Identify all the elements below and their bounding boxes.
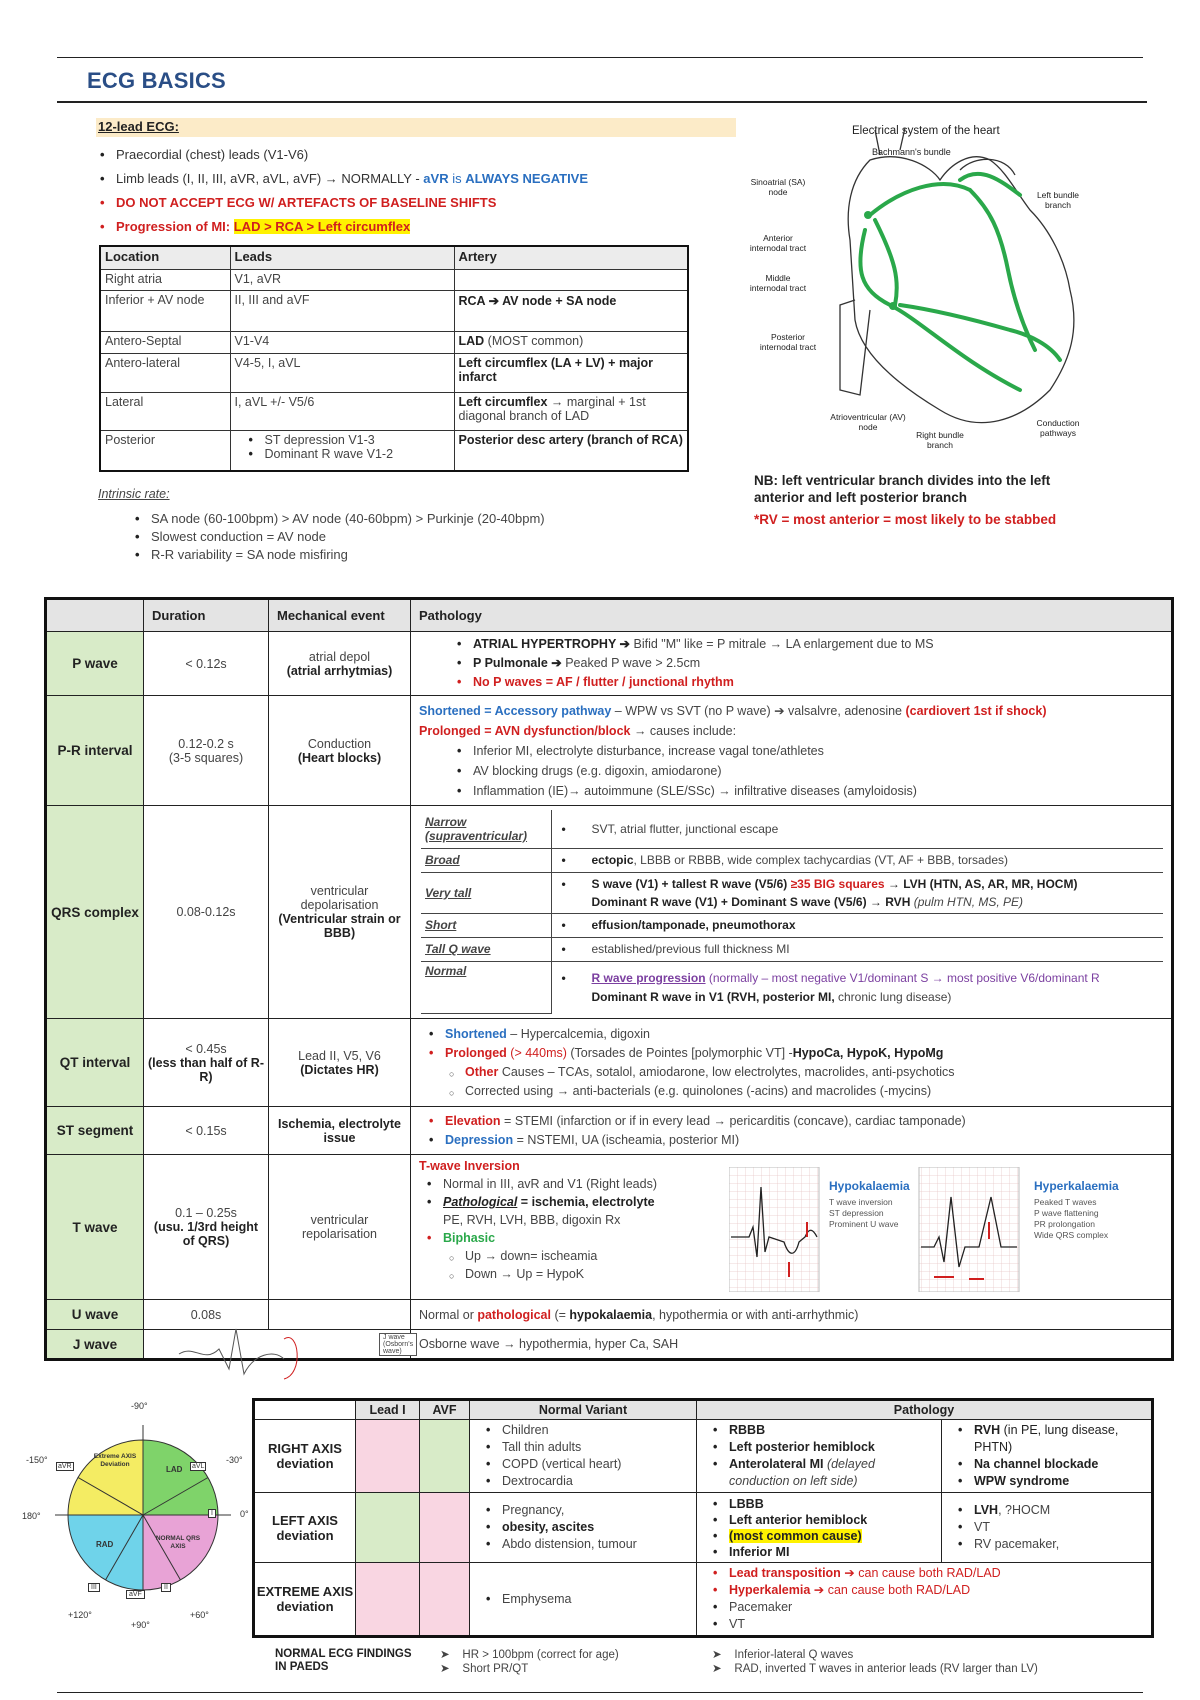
list-item: • Slowest conduction = AV node <box>135 528 545 546</box>
bullet-limb: • Limb leads (I, II, III, aVR, aVL, aVF) → NORMALLY - aVR is ALWAYS NEGATIVE <box>100 167 740 191</box>
axis-label-bl: +120° <box>68 1610 92 1620</box>
table-row: Antero-Septal V1-V4 LAD (MOST common) <box>100 331 688 353</box>
lead-avf: aVF <box>126 1590 145 1599</box>
electrolyte-ecg-figure <box>729 1167 1141 1292</box>
col-avf: AVF <box>420 1400 470 1420</box>
axis-label-bm: +90° <box>131 1620 150 1630</box>
hypokalaemia-title: Hypokalaemia <box>829 1179 910 1193</box>
j-wave-tag: J wave (Osborn's wave) <box>379 1333 417 1356</box>
av-node <box>889 302 897 310</box>
table-row: Right atria V1, aVR <box>100 269 688 290</box>
row-pr-interval: P-R interval 0.12-0.2 s (3-5 squares) Conduction (Heart blocks) Shortened = Accessory pathway – WPW vs SVT (no P wave) ➔ valsalvre, adenosine (cardiovert 1st if shock) Prolonged = AVN dysfunction/block → causes include: • Inferior MI, electrolyte disturbance, increase vagal tone/athletes • AV blocking drugs (e.g. digoxin, amiodarone) • Inflammation (IE)→ autoimmune (SLE/SSc) → infiltrative diseases (amyloidosis) <box>46 696 1173 806</box>
twelve-lead-heading: 12-lead ECG: <box>96 118 736 137</box>
col-mechanical: Mechanical event <box>269 599 411 632</box>
hyperkalaemia-signs: Peaked T waves P wave flattening PR prolongation Wide QRS complex <box>1034 1197 1109 1240</box>
col-lead-i: Lead I <box>356 1400 420 1420</box>
table-row: Posterior • ST depression V1-3 • Dominant R wave V1-2 Posterior desc artery (branch of RCA) <box>100 430 688 471</box>
intrinsic-label: Intrinsic rate: <box>98 487 170 501</box>
row-j-wave: J wave J wave (Osborn's wave) Osborne wave → hypothermia, hyper Ca, SAH <box>46 1330 1173 1360</box>
table-row: Antero-lateral V4-5, I, aVL Left circumflex (LA + LV) + major infarct <box>100 353 688 392</box>
lead-iii: III <box>88 1583 100 1592</box>
row-extreme-axis: EXTREME AXIS deviation • Emphysema • Lead transposition ➔ can cause both RAD/LAD • Hyperkalemia ➔ can cause both RAD/LAD • Pacemaker • VT <box>254 1563 1153 1637</box>
col-location: Location <box>100 246 230 269</box>
sector-lad-label: LAD <box>166 1465 183 1474</box>
axis-label-tl: -150° <box>26 1455 48 1465</box>
col-normal-variant: Normal Variant <box>470 1400 697 1420</box>
paeds-col1: ➤ HR > 100bpm (correct for age) ➤ Short PR/QT <box>440 1649 619 1675</box>
col-artery: Artery <box>454 246 688 269</box>
paeds-title: NORMAL ECG FINDINGS IN PAEDS <box>275 1648 412 1673</box>
row-right-axis: RIGHT AXIS deviation • Children • Tall thin adults • COPD (vertical heart) • Dextrocardia • RBBB • Left posterior hemiblock • Anterolateral MI (delayed conduction on left side) • RVH (in PE, lung disease, PHTN) • Na channel blockade • WPW syndrome <box>254 1420 1153 1493</box>
label-posterior: Posterior internodal tract <box>759 332 817 352</box>
nb-note: NB: left ventricular branch divides into the left anterior and left posterior branch <box>754 473 1051 505</box>
row-st-segment: ST segment < 0.15s Ischemia, electrolyte issue • Elevation = STEMI (infarction or if in every lead → pericarditis (concave), cardiac tamponade) • Depression = NSTEMI, UA (ischeamia, posterior MI) <box>46 1107 1173 1155</box>
sector-lad <box>143 1440 218 1515</box>
artery-table <box>99 245 689 472</box>
sector-normal-label: NORMAL QRS AXIS <box>155 1535 201 1550</box>
paeds-col2: ➤ Inferior-lateral Q waves ➤ RAD, inverted T waves in anterior leads (RV larger than LV) <box>712 1649 1038 1675</box>
axis-label-r: 0° <box>240 1509 249 1519</box>
table-row: Lateral I, aVL +/- V5/6 Left circumflex → marginal + 1st diagonal branch of LAD <box>100 392 688 430</box>
label-left-bundle: Left bundle branch <box>1036 190 1080 210</box>
col-pathology: Pathology <box>411 599 1173 632</box>
label-right-bundle: Right bundle branch <box>916 430 964 450</box>
axis-wheel <box>18 1395 268 1640</box>
table-row: Inferior + AV node II, III and aVF RCA ➔ AV node + SA node <box>100 290 688 331</box>
hyperkalaemia-title: Hyperkalaemia <box>1034 1179 1119 1193</box>
heart-outline <box>840 128 1074 423</box>
heart-title: Electrical system of the heart <box>852 125 1000 137</box>
bullet-praecordial: • Praecordial (chest) leads (V1-V6) <box>100 143 740 167</box>
col-duration: Duration <box>144 599 269 632</box>
rv-note: *RV = most anterior = most likely to be stabbed <box>754 512 1057 527</box>
label-anterior: Anterior internodal tract <box>749 233 807 253</box>
axis-label-top: -90° <box>131 1401 148 1411</box>
axis-label-br: +60° <box>190 1610 209 1620</box>
axis-label-tr: -30° <box>226 1455 243 1465</box>
axis-deviation-table <box>252 1398 1154 1638</box>
label-sa: Sinoatrial (SA) node <box>750 177 806 197</box>
heart-diagram <box>749 120 1110 460</box>
lead-avr: aVR <box>58 1463 72 1470</box>
label-av: Atrioventricular (AV) node <box>830 412 906 432</box>
sector-rad <box>68 1515 143 1590</box>
col-leads: Leads <box>230 246 454 269</box>
label-middle: Middle internodal tract <box>749 273 807 293</box>
label-conduction: Conduction pathways <box>1036 418 1080 438</box>
bullet-progression: • Progression of MI: LAD > RCA > Left circumflex <box>100 215 740 239</box>
sector-extreme-label: Extreme AXIS Deviation <box>93 1453 137 1468</box>
lead-avl: aVL <box>192 1463 205 1470</box>
bullet-artefacts: • DO NOT ACCEPT ECG W/ ARTEFACTS OF BASELINE SHIFTS <box>100 191 740 215</box>
col-pathology: Pathology <box>697 1400 1153 1420</box>
sector-rad-label: RAD <box>96 1540 114 1549</box>
row-t-wave: T wave 0.1 – 0.25s (usu. 1/3rd height of QRS) ventricular repolarisation T-wave Inversion • Normal in III, avR and V1 (Right leads) • Pathological = ischemia, electrolyte PE, RVH, LVH, BBB, digoxin Rx • Biphasic ○ Up → down= ischeamia ○ Down → Up = HypoK Hypokalaemia T wave inversion ST depression Prominent U wave Hyperkalaemia Peaked T waves P wave flattening PR prolongation Wide QRS complex <box>46 1155 1173 1300</box>
row-qrs-complex: QRS complex 0.08-0.12s ventricular depolarisation (Ventricular strain or BBB) Narrow (supraventricular) • SVT, atrial flutter, junctional escape Broad • ectopic, LBBB or RBBB, wide complex tachycardias (VT, AF + BBB, torsades) Very tall • S wave (V1) + tallest R wave (V5/6) ≥35 BIG squares → LVH (HTN, AS, AR, MR, HOCM) Dominant R wave (V1) + Dominant S wave (V5/6) → RVH (pulm HTN, MS, PE) Short • effusion/tamponade, pneumothorax Tall Q wave • established/previous full thickness MI Normal • R wave progression (normally – most negative V1/dominant S → most positive V6/dominant R Dominant R wave in V1 (RVH, posterior MI, chronic lung disease) <box>46 806 1173 1019</box>
sa-node <box>864 211 872 219</box>
twelve-lead-bullets <box>100 143 740 239</box>
sector-normal <box>143 1515 218 1590</box>
row-left-axis: LEFT AXIS deviation • Pregnancy, • obesity, ascites • Abdo distension, tumour • LBBB • Left anterior hemiblock • (most common cause) • Inferior MI • LVH, ?HOCM • VT • RV pacemaker, <box>254 1493 1153 1563</box>
lead-i: I <box>208 1509 216 1518</box>
list-item: • R-R variability = SA node misfiring <box>135 546 545 564</box>
axis-label-l: 180° <box>22 1511 41 1521</box>
lead-ii: II <box>161 1583 171 1592</box>
row-p-wave: P wave < 0.12s atrial depol (atrial arrhytmias) • ATRIAL HYPERTROPHY ➔ Bifid "M" like = P mitrale → LA enlargement due to MS • P Pulmonale ➔ Peaked P wave > 2.5cm • No P waves = AF / flutter / junctional rhythm <box>46 632 1173 696</box>
hypokalaemia-signs: T wave inversion ST depression Prominent U wave <box>829 1197 899 1229</box>
page-title: ECG BASICS <box>87 68 226 93</box>
row-qt-interval: QT interval < 0.45s (less than half of R-R) Lead II, V5, V6 (Dictates HR) • Shortened – Hypercalcemia, digoxin • Prolonged (> 440ms) (Torsades de Pointes [polymorphic VT] -HypoCa, HypoK, HypoMg ○ Other Causes – TCAs, sotalol, amiodarone, low electrolytes, macrolides, anti-psychotics ○ Corrected using → anti-bacterials (e.g. quinolones (-acins) and macrolides (-mycins) <box>46 1019 1173 1107</box>
row-u-wave: U wave 0.08s Normal or pathological (= hypokalaemia, hypothermia or with anti-arrhythmic) <box>46 1300 1173 1330</box>
ecg-waves-table <box>44 597 1174 1361</box>
list-item: • SA node (60-100bpm) > AV node (40-60bpm) > Purkinje (20-40bpm) <box>135 510 545 528</box>
intrinsic-list <box>135 510 545 564</box>
label-bachmann: Bachmann's bundle <box>872 147 951 157</box>
